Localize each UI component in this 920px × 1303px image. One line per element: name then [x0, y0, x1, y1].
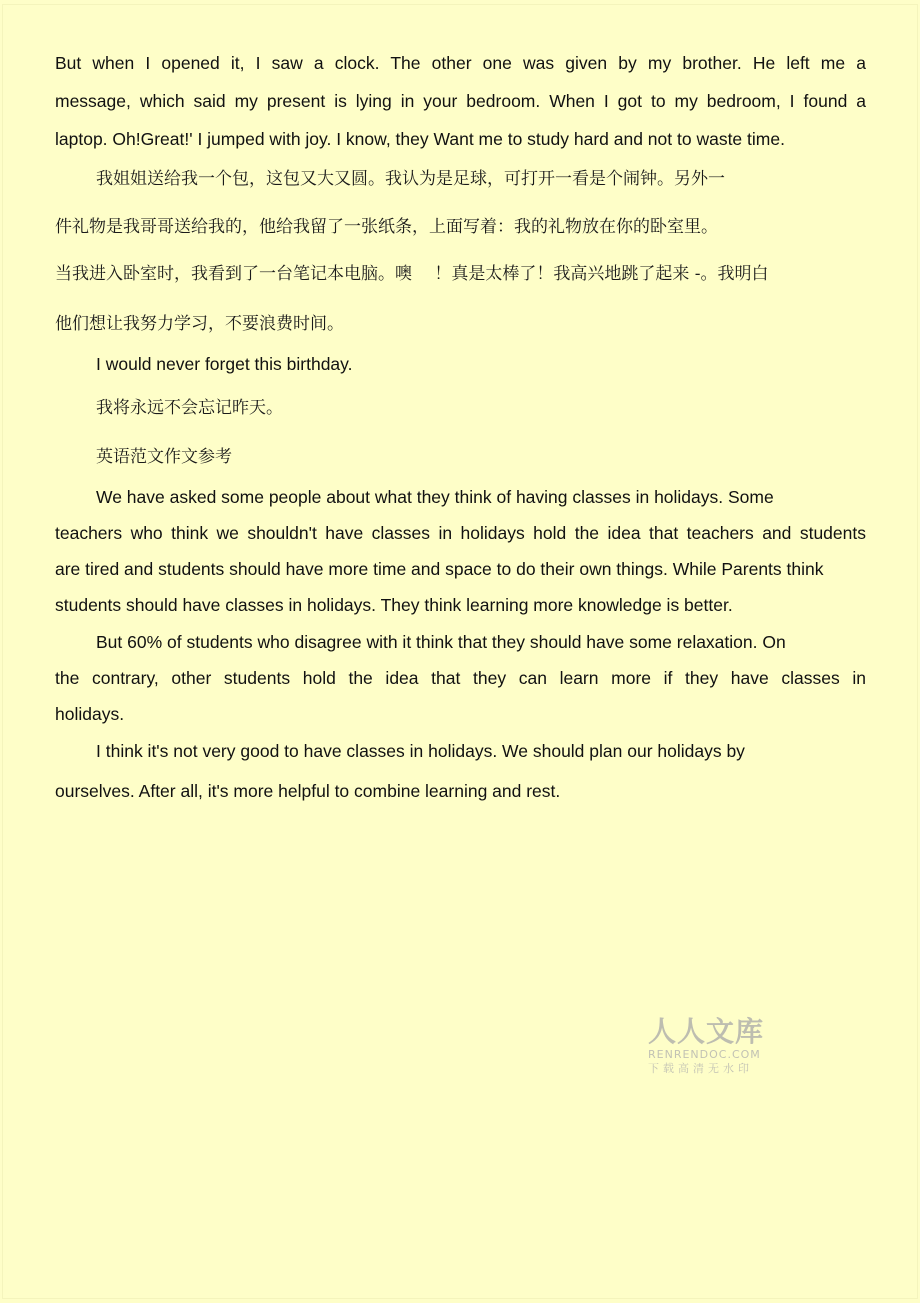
translation-line: 件礼物是我哥哥送给我的，他给我留了一张纸条，上面写着：我的礼物放在你的卧室里。 [55, 217, 718, 237]
translation-line: 我将永远不会忘记昨天。 [96, 398, 283, 418]
paragraph-line: But when I opened it, I saw a clock. The other one was given by my brother. He left me a [55, 53, 866, 73]
essay-line: ourselves. After all, it's more helpful to combine learning and rest. [55, 781, 561, 801]
watermark-subtitle: 下载高清无水印 [648, 1062, 753, 1075]
translation-line: 当我进入卧室时，我看到了一台笔记本电脑。噢 ！真是太棒了！我高兴地跳了起来 -。我明白 [55, 264, 769, 284]
translation-line: 我姐姐送给我一个包，这包又大又圆。我认为是足球，可打开一看是个闹钟。另外一 [96, 169, 725, 189]
essay-line: teachers who think we shouldn't have classes in holidays hold the idea that teachers and students [55, 523, 866, 543]
essay-line: I think it's not very good to have classes in holidays. We should plan our holidays by [96, 741, 745, 761]
essay-line: But 60% of students who disagree with it think that they should have some relaxation. On [96, 632, 786, 652]
watermark-url: RENRENDOC.COM [648, 1048, 761, 1061]
paragraph-line: I would never forget this birthday. [96, 354, 353, 374]
paragraph-line: laptop. Oh!Great!' I jumped with joy. I know, they Want me to study hard and not to waste time. [55, 129, 785, 149]
essay-line: We have asked some people about what they think of having classes in holidays. Some [96, 487, 774, 507]
essay-line: students should have classes in holidays. They think learning more knowledge is better. [55, 595, 733, 615]
paragraph-line: message, which said my present is lying in your bedroom. When I got to my bedroom, I found a [55, 91, 866, 111]
watermark-title: 人人文库 [648, 1015, 765, 1048]
watermark-logo [648, 1016, 772, 1076]
translation-line: 他们想让我努力学习，不要浪费时间。 [55, 314, 344, 334]
essay-line: are tired and students should have more time and space to do their own things. While Parents think [55, 559, 824, 579]
essay-line: the contrary, other students hold the idea that they can learn more if they have classes in [55, 668, 866, 688]
essay-line: holidays. [55, 704, 125, 724]
section-heading: 英语范文作文参考 [96, 447, 232, 467]
